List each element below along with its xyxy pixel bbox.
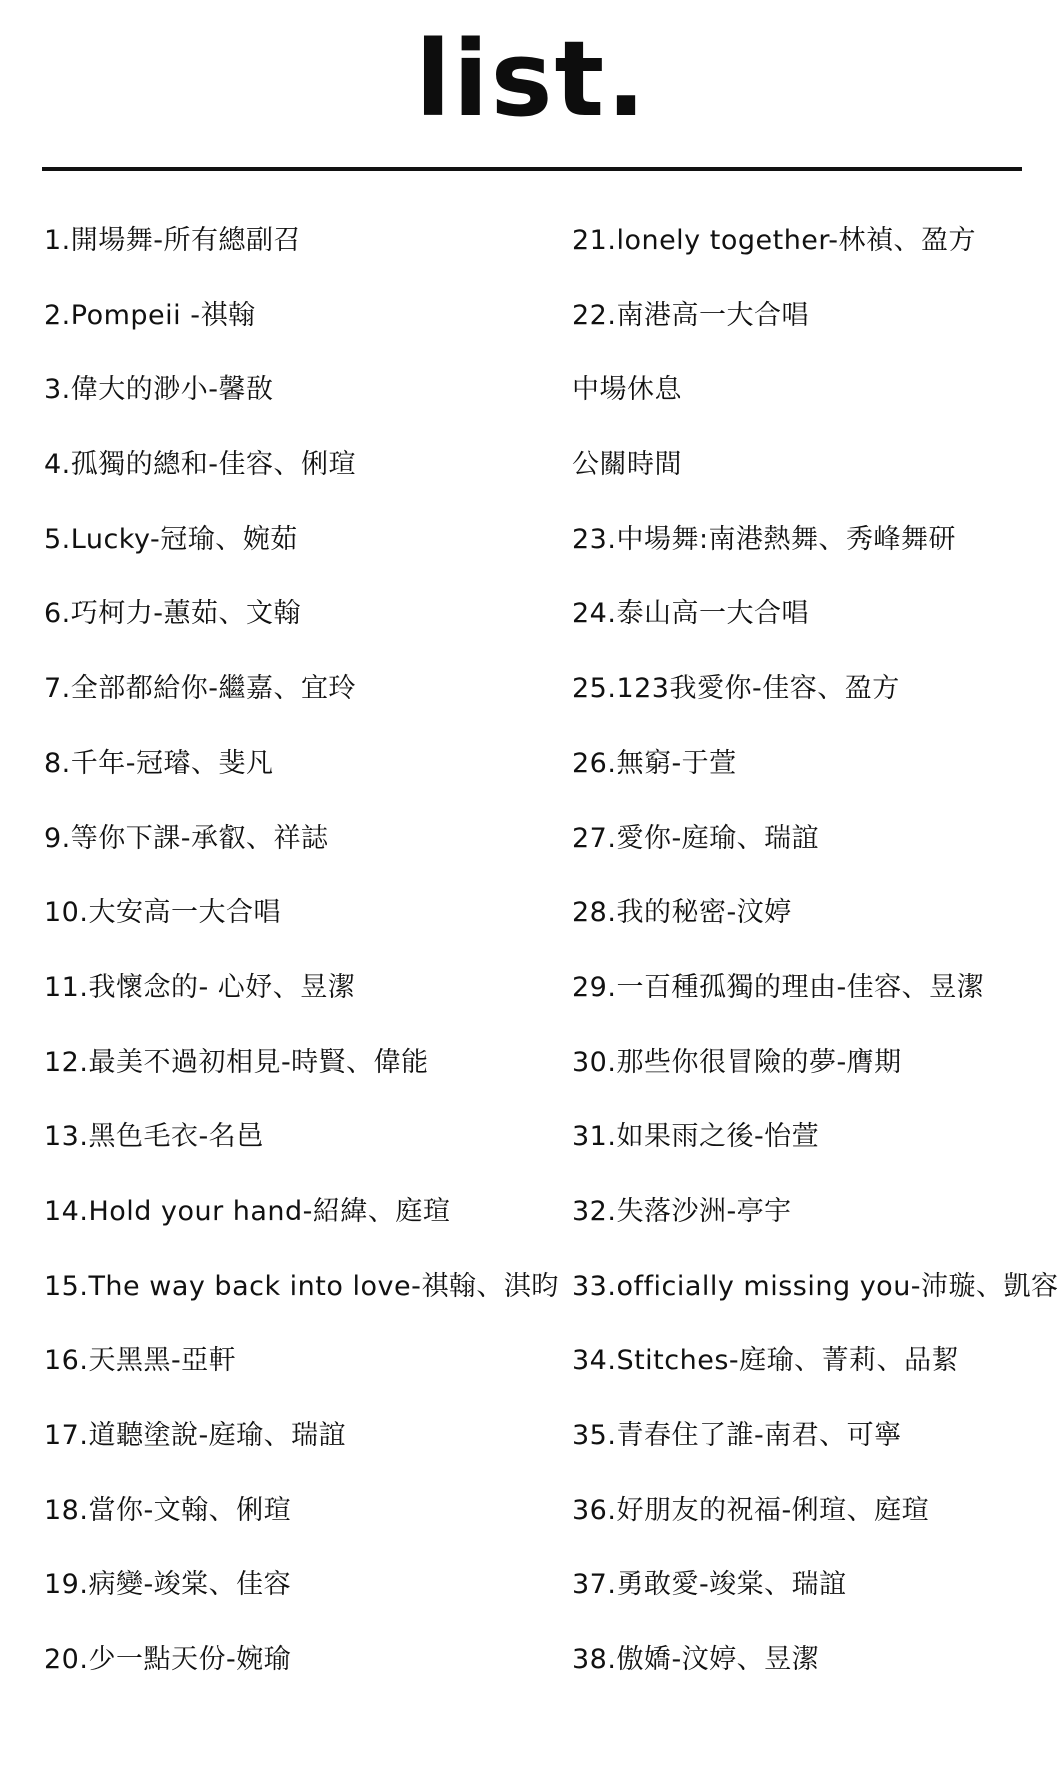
list-item: 14.Hold your hand-紹緯、庭瑄 (44, 1195, 451, 1227)
program-list-right (572, 213, 1059, 1707)
list-item: 9.等你下課-承叡、祥誌 (44, 822, 329, 854)
list-item: 20.少一點天份-婉瑜 (44, 1644, 292, 1676)
list-item: 23.中場舞:南港熱舞、秀峰舞研 (572, 523, 957, 555)
list-item: 18.當你-文翰、俐瑄 (44, 1494, 292, 1526)
list-item: 35.青春住了誰-南君、可寧 (572, 1420, 902, 1451)
list-item: 11.我懷念的- 心妤、昱潔 (44, 971, 356, 1003)
list-item: 4.孤獨的總和-佳容、俐瑄 (44, 449, 357, 481)
list-item: 17.道聽塗說-庭瑜、瑞誼 (44, 1420, 347, 1451)
list-item: 12.最美不過初相見-時賢、偉能 (44, 1046, 429, 1078)
list-item: 8.千年-冠璿、斐凡 (44, 747, 274, 779)
title-divider (42, 167, 1022, 171)
list-item: 38.傲嬌-汶婷、昱潔 (572, 1644, 820, 1676)
list-item: 29.一百種孤獨的理由-佳容、昱潔 (572, 971, 985, 1003)
list-item: 10.大安高一大合唱 (44, 897, 281, 929)
list-item: 21.lonely together-林禎、盈方 (572, 225, 977, 256)
list-item: 5.Lucky-冠瑜、婉茹 (44, 523, 298, 555)
list-item: 37.勇敢愛-竣棠、瑞誼 (572, 1569, 847, 1601)
list-item: 22.南港高一大合唱 (572, 299, 809, 331)
list-item: 13.黑色毛衣-名邑 (44, 1121, 264, 1153)
intermission-item: 中場休息 (572, 374, 682, 406)
list-item: 1.開場舞-所有總副召 (44, 225, 302, 256)
list-item: 36.好朋友的祝福-俐瑄、庭瑄 (572, 1494, 930, 1526)
list-item: 3.偉大的渺小-馨敔 (44, 374, 274, 406)
list-item: 25.123我愛你-佳容、盈方 (572, 673, 900, 705)
list-item: 32.失落沙洲-亭宇 (572, 1195, 792, 1227)
list-item: 7.全部都給你-繼嘉、宜玲 (44, 673, 357, 705)
program-list-left (44, 213, 559, 1707)
list-item: 30.那些你很冒險的夢-膺期 (572, 1046, 902, 1078)
page-title: list. (415, 18, 648, 140)
list-item: 16.天黑黑-亞軒 (44, 1345, 237, 1377)
list-item: 2.Pompeii -祺翰 (44, 299, 256, 331)
pr-time-item: 公關時間 (572, 449, 682, 481)
list-item: 19.病變-竣棠、佳容 (44, 1569, 292, 1601)
list-item: 6.巧柯力-蕙茹、文翰 (44, 598, 302, 630)
list-item: 27.愛你-庭瑜、瑞誼 (572, 822, 820, 854)
list-item: 34.Stitches-庭瑜、菁莉、品絜 (572, 1345, 960, 1377)
list-item: 33.officially missing you-沛璇、凱容 (572, 1270, 1059, 1302)
list-item: 15.The way back into love-祺翰、淇昀 (44, 1270, 559, 1302)
list-item: 24.泰山高一大合唱 (572, 598, 809, 630)
list-item: 26.無窮-于萱 (572, 747, 737, 779)
list-item: 31.如果雨之後-怡萱 (572, 1121, 820, 1153)
list-item: 28.我的秘密-汶婷 (572, 897, 792, 929)
